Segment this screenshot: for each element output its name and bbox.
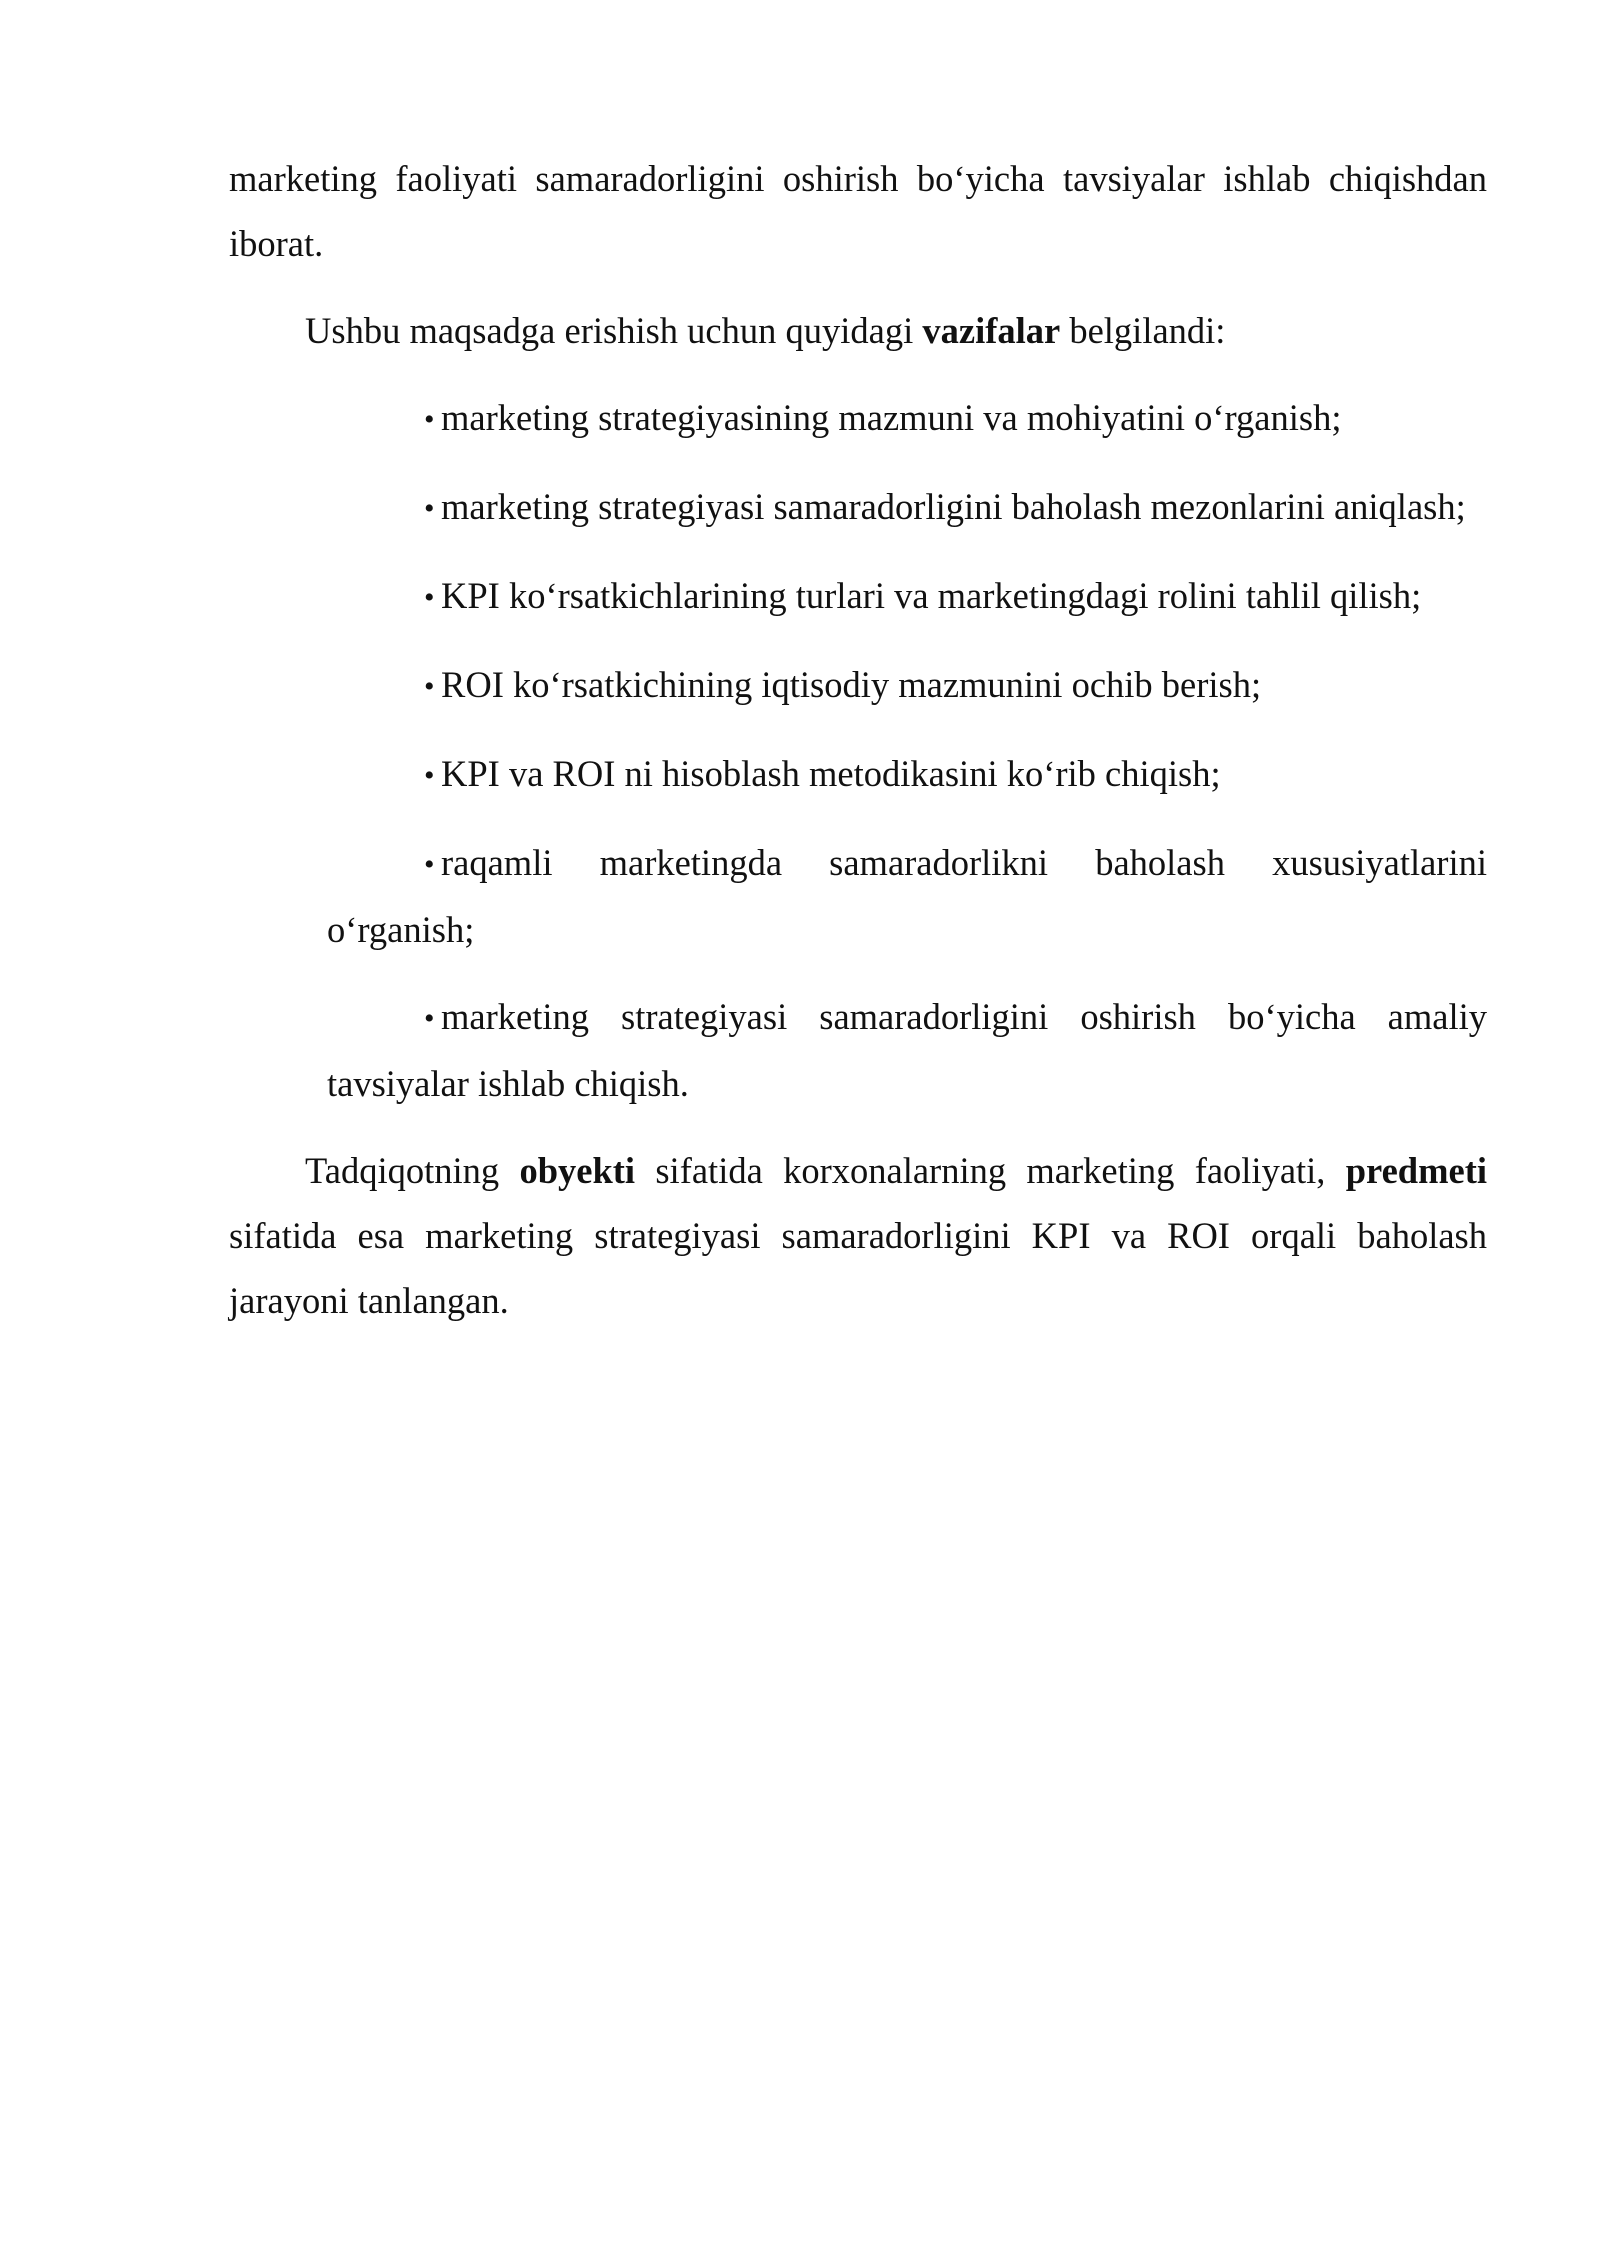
- task-text: ROI ko‘rsatkichining iqtisodiy mazmunini ochib berish;: [441, 664, 1262, 705]
- task-item: [327, 563, 1487, 630]
- task-item: [327, 474, 1487, 541]
- bullet-icon: •: [424, 759, 435, 792]
- task-text: marketing strategiyasining mazmuni va mohiyatini o‘rganish;: [441, 397, 1342, 438]
- tasks-intro-tail: belgilandi:: [1060, 310, 1226, 351]
- paragraph-object-subject: [229, 1138, 1487, 1333]
- task-item: [327, 984, 1487, 1116]
- object-bold: obyekti: [519, 1150, 636, 1191]
- object-subject-text-1: Tadqiqotning: [305, 1150, 520, 1191]
- task-text: KPI va ROI ni hisoblash metodikasini ko‘rib chiqish;: [441, 753, 1221, 794]
- tasks-intro-text: Ushbu maqsadga erishish uchun quyidagi: [305, 310, 923, 351]
- paragraph-continuation: marketing faoliyati samaradorligini oshirish bo‘yicha tavsiyalar ishlab chiqishdan iborat.: [229, 158, 1487, 264]
- task-item: [327, 741, 1487, 808]
- bullet-icon: •: [424, 670, 435, 703]
- bullet-icon: •: [424, 492, 435, 525]
- document-page: [229, 146, 1487, 1333]
- tasks-intro-bold: vazifalar: [922, 310, 1061, 351]
- object-subject-text-3: sifatida esa marketing strategiyasi samaradorligini KPI va ROI orqali baholash jarayoni tanlangan.: [229, 1215, 1487, 1321]
- paragraph-tasks-intro: [229, 298, 1487, 363]
- bullet-icon: •: [424, 1002, 435, 1035]
- bullet-icon: •: [424, 403, 435, 436]
- task-item: [327, 652, 1487, 719]
- task-text: marketing strategiyasi samaradorligini oshirish bo‘yicha amaliy tavsiyalar ishlab chiqish.: [327, 996, 1487, 1104]
- subject-bold: predmeti: [1345, 1150, 1487, 1191]
- task-text: raqamli marketingda samaradorlikni baholash xususiyatlarini o‘rganish;: [327, 842, 1487, 950]
- task-list: [229, 385, 1487, 1116]
- task-item: [327, 385, 1487, 452]
- bullet-icon: •: [424, 848, 435, 881]
- task-text: marketing strategiyasi samaradorligini baholash mezonlarini aniqlash;: [441, 486, 1466, 527]
- bullet-icon: •: [424, 581, 435, 614]
- task-item: [327, 830, 1487, 962]
- object-subject-text-2: sifatida korxonalarning marketing faoliyati,: [635, 1150, 1346, 1191]
- task-text: KPI ko‘rsatkichlarining turlari va marketingdagi rolini tahlil qilish;: [441, 575, 1422, 616]
